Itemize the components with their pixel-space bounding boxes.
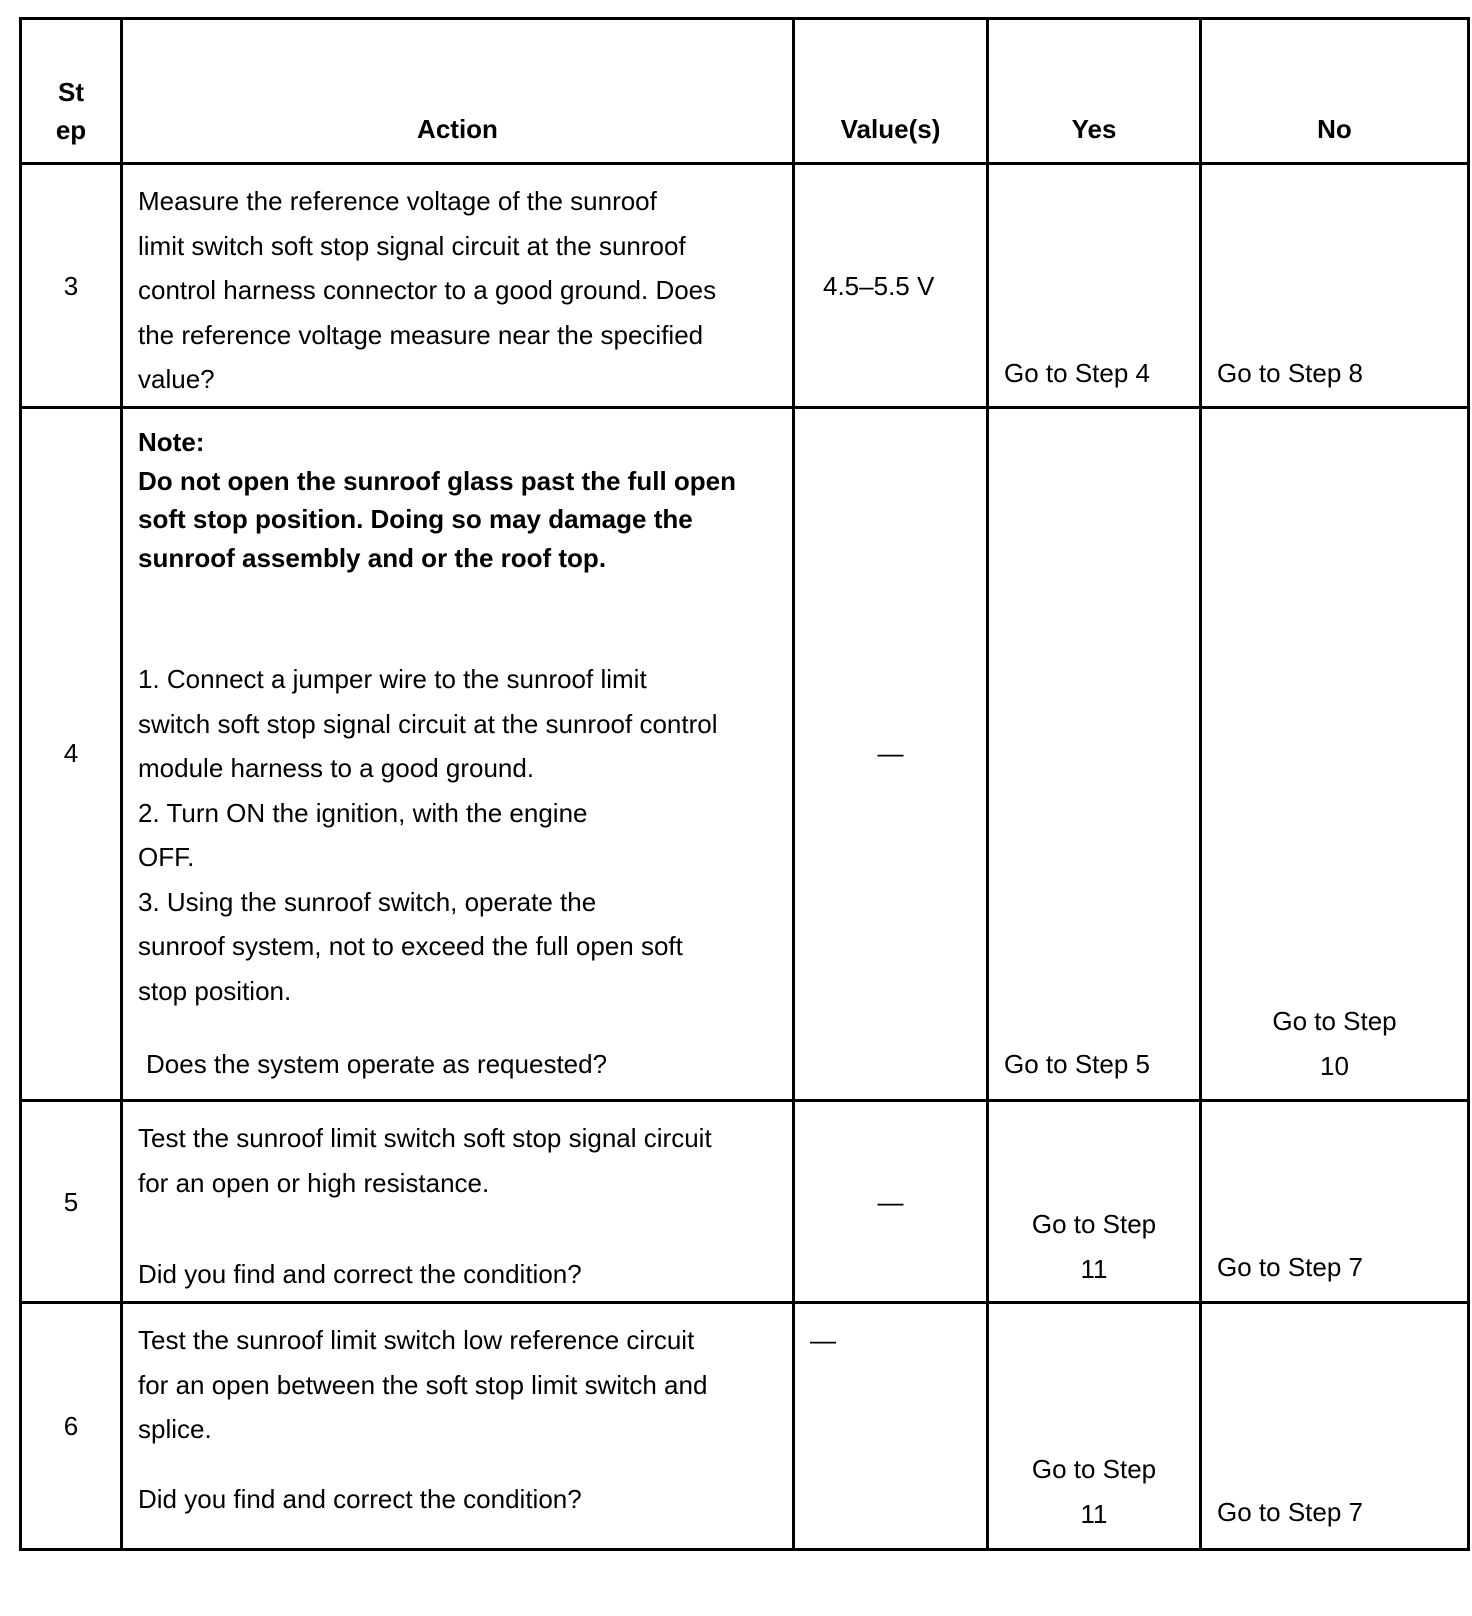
- yes-cell: [988, 408, 1201, 1101]
- action-line: for an open or high resistance.: [138, 1167, 490, 1198]
- no-text: Go to Step 7: [1217, 1497, 1363, 1527]
- yes-text: Go to Step 4: [1004, 358, 1150, 388]
- header-step: [21, 19, 122, 164]
- table-header-row: [21, 19, 1469, 164]
- yes-cell: [988, 164, 1201, 408]
- yes-text-line2: 11: [1080, 1498, 1108, 1529]
- step-number: 4: [63, 738, 79, 768]
- question-text: Did you find and correct the condition?: [138, 1259, 582, 1289]
- value-text: —: [877, 738, 904, 768]
- procedure-line: 3. Using the sunroof switch, operate the: [138, 886, 597, 917]
- procedure-line: stop position.: [138, 975, 292, 1006]
- table-row: [21, 1101, 1469, 1303]
- header-action: Action: [122, 19, 794, 164]
- procedure-line: 2. Turn ON the ignition, with the engine: [138, 797, 588, 828]
- value-text: —: [810, 1325, 836, 1355]
- question-text: Does the system operate as requested?: [146, 1049, 608, 1079]
- no-text: Go to Step 8: [1217, 358, 1363, 388]
- action-line: splice.: [138, 1414, 212, 1444]
- note-line: soft stop position. Doing so may damage the: [138, 504, 693, 534]
- value-text: 4.5–5.5 V: [823, 271, 935, 301]
- value-cell: [794, 1303, 988, 1550]
- action-line: value?: [138, 364, 215, 394]
- step-number: 3: [63, 271, 79, 301]
- yes-cell: [988, 1101, 1201, 1303]
- header-values: Value(s): [794, 19, 988, 164]
- action-cell: [122, 1101, 794, 1303]
- value-text: —: [877, 1187, 904, 1217]
- action-line: for an open between the soft stop limit switch and: [138, 1369, 708, 1400]
- procedure-line: module harness to a good ground.: [138, 753, 535, 783]
- action-cell: [122, 164, 794, 408]
- yes-text-line1: Go to Step: [1031, 1209, 1157, 1239]
- no-text-line2: 10: [1320, 1050, 1349, 1081]
- action-line: the reference voltage measure near the specified: [138, 319, 704, 350]
- table-row: [21, 408, 1469, 1101]
- question-text: Did you find and correct the condition?: [138, 1484, 582, 1514]
- table-row: [21, 164, 1469, 408]
- table-row: [21, 1303, 1469, 1550]
- header-yes: Yes: [988, 19, 1201, 164]
- yes-text: Go to Step 5: [1004, 1049, 1150, 1079]
- step-number: 5: [63, 1187, 79, 1217]
- procedure-line: sunroof system, not to exceed the full open soft: [138, 931, 683, 961]
- yes-cell: [988, 1303, 1201, 1550]
- diagnostic-table: [19, 17, 1470, 1551]
- step-cell: [21, 408, 122, 1101]
- action-line: limit switch soft stop signal circuit at the sunroof: [138, 230, 686, 261]
- procedure-line: 1. Connect a jumper wire to the sunroof limit: [138, 664, 647, 694]
- procedure-line: OFF.: [138, 842, 195, 872]
- action-line: control harness connector to a good ground. Does: [138, 275, 717, 305]
- no-cell: [1201, 408, 1469, 1101]
- header-step-line1: St: [58, 77, 84, 107]
- step-cell: [21, 164, 122, 408]
- no-text: Go to Step 7: [1217, 1252, 1363, 1282]
- note-line: Do not open the sunroof glass past the full open: [138, 465, 736, 496]
- action-line: Test the sunroof limit switch low reference circuit: [138, 1325, 695, 1355]
- yes-text-line2: 11: [1080, 1253, 1108, 1284]
- action-cell: [122, 408, 794, 1101]
- no-cell: [1201, 1303, 1469, 1550]
- step-cell: [21, 1303, 122, 1550]
- no-cell: [1201, 164, 1469, 408]
- yes-text-line1: Go to Step: [1031, 1454, 1157, 1484]
- action-cell: [122, 1303, 794, 1550]
- no-cell: [1201, 1101, 1469, 1303]
- value-cell: [794, 164, 988, 408]
- header-step-line2: ep: [55, 115, 87, 145]
- procedure-line: switch soft stop signal circuit at the sunroof control: [138, 708, 718, 739]
- step-cell: [21, 1101, 122, 1303]
- step-number: 6: [63, 1411, 79, 1441]
- action-line: Measure the reference voltage of the sunroof: [138, 186, 657, 216]
- value-cell: [794, 408, 988, 1101]
- no-text-line1: Go to Step: [1272, 1006, 1397, 1036]
- action-line: Test the sunroof limit switch soft stop signal circuit: [138, 1123, 712, 1153]
- header-no: No: [1201, 19, 1469, 164]
- note-label: Note:: [138, 427, 205, 457]
- note-line: sunroof assembly and or the roof top.: [138, 542, 607, 573]
- value-cell: [794, 1101, 988, 1303]
